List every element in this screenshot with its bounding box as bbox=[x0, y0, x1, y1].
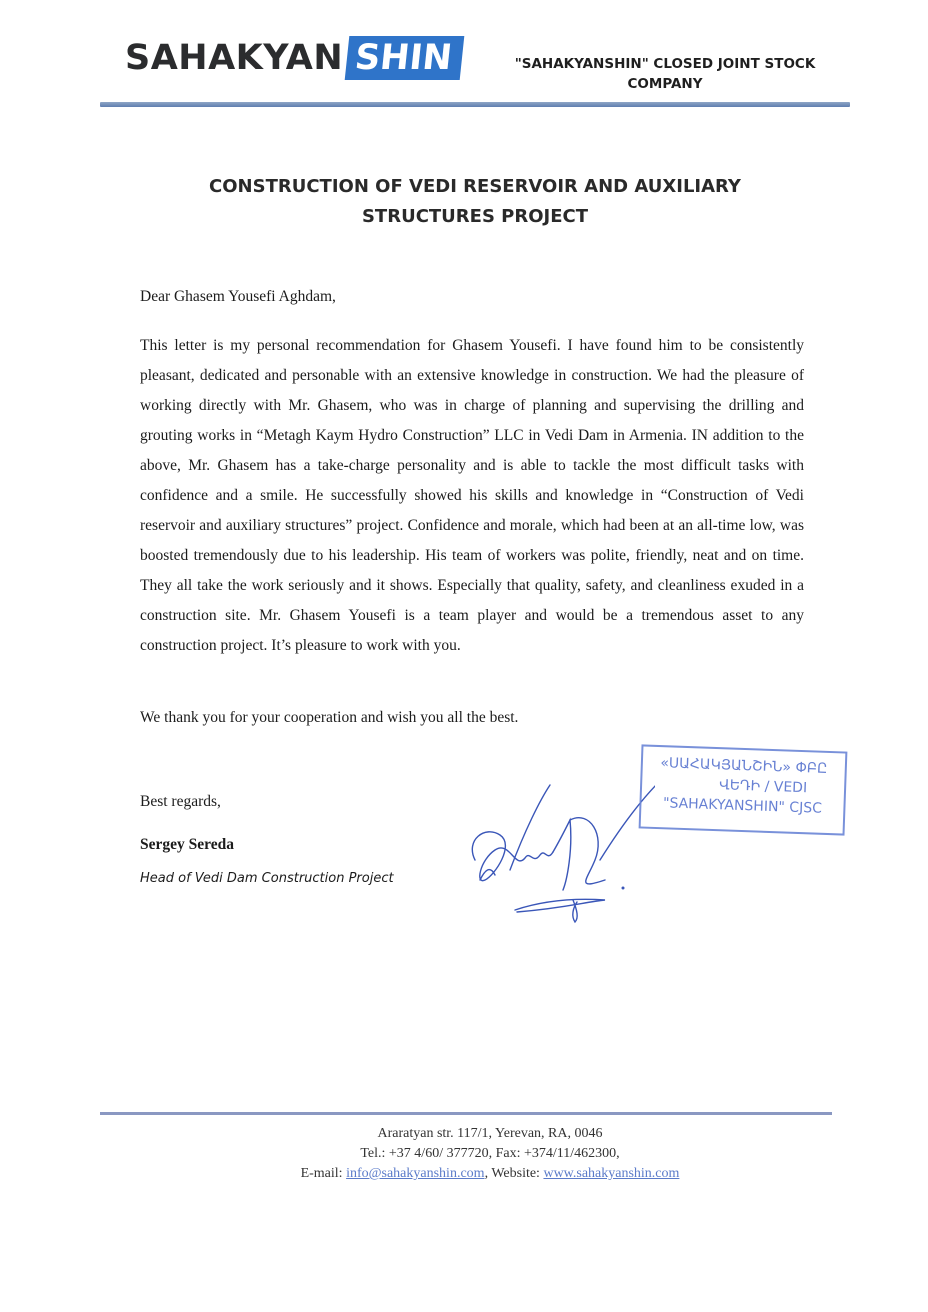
company-stamp bbox=[639, 744, 848, 835]
email-link[interactable]: info@sahakyanshin.com bbox=[346, 1166, 485, 1181]
company-name-line1: "SAHAKYANSHIN" CLOSED JOINT STOCK bbox=[514, 56, 816, 72]
website-label: Website: bbox=[491, 1166, 540, 1181]
footer bbox=[200, 1124, 780, 1184]
logo-text-shin: SHIN bbox=[345, 36, 464, 80]
website-link[interactable]: www.sahakyanshin.com bbox=[543, 1166, 680, 1181]
signer-title: Head of Vedi Dam Construction Project bbox=[140, 871, 394, 886]
closing: Best regards, bbox=[140, 793, 221, 810]
stamp-line2: ՎԵԴԻ / VEDI bbox=[718, 777, 808, 797]
salutation: Dear Ghasem Yousefi Aghdam, bbox=[140, 288, 336, 305]
header-divider bbox=[100, 102, 850, 107]
title-line2: STRUCTURES PROJECT bbox=[361, 206, 589, 227]
company-logo bbox=[125, 36, 462, 80]
title-line1: CONSTRUCTION OF VEDI RESERVOIR AND AUXILIARY bbox=[209, 176, 741, 197]
thanks-line: We thank you for your cooperation and wish you all the best. bbox=[140, 709, 519, 726]
footer-address: Araratyan str. 117/1, Yerevan, RA, 0046 bbox=[377, 1126, 603, 1141]
company-name-line2: COMPANY bbox=[627, 76, 703, 92]
footer-phones: Tel.: +37 4/60/ 377720, Fax: +374/11/462300, bbox=[360, 1146, 620, 1161]
handwritten-signature bbox=[455, 740, 655, 930]
company-name bbox=[500, 54, 830, 94]
signer-name: Sergey Sereda bbox=[140, 836, 234, 853]
stamp-line1: «ՍԱՀԱԿՅԱՆՇԻՆ» ՓԲԸ bbox=[660, 755, 828, 777]
document-title bbox=[150, 172, 800, 232]
stamp-line3: "SAHAKYANSHIN" CJSC bbox=[662, 795, 823, 817]
footer-contacts: E-mail: info@sahakyanshin.com, Website: www.sahakyanshin.com bbox=[300, 1166, 680, 1181]
logo-text-sahakyan: SAHAKYAN bbox=[125, 38, 344, 78]
letter-body: This letter is my personal recommendation for Ghasem Yousefi. I have found him to be consistently pleasant, dedicated and personable with an extensive knowledge in construction. We had the pleasure of working directly with Mr. Ghasem, who was in charge of planning and supervising the drilling and grouting works in “Metagh Kaym Hydro Construction” LLC in Vedi Dam in Armenia. IN addition to the above, Mr. Ghasem has a take-charge personality and is able to tackle the most difficult tasks with confidence and a smile. He successfully showed his skills and knowledge in “Construction of Vedi reservoir and auxiliary structures” project. Confidence and morale, which had been at an all-time low, was boosted tremendously due to his leadership. His team of workers was polite, friendly, neat and on time. They all take the work seriously and it shows. Especially that quality, safety, and cleanliness exuded in a construction site. Mr. Ghasem Yousefi is a team player and would be a tremendous asset to any construction project. It’s pleasure to work with you. bbox=[140, 337, 804, 654]
footer-divider bbox=[100, 1112, 832, 1115]
email-label: E-mail: bbox=[300, 1166, 343, 1181]
